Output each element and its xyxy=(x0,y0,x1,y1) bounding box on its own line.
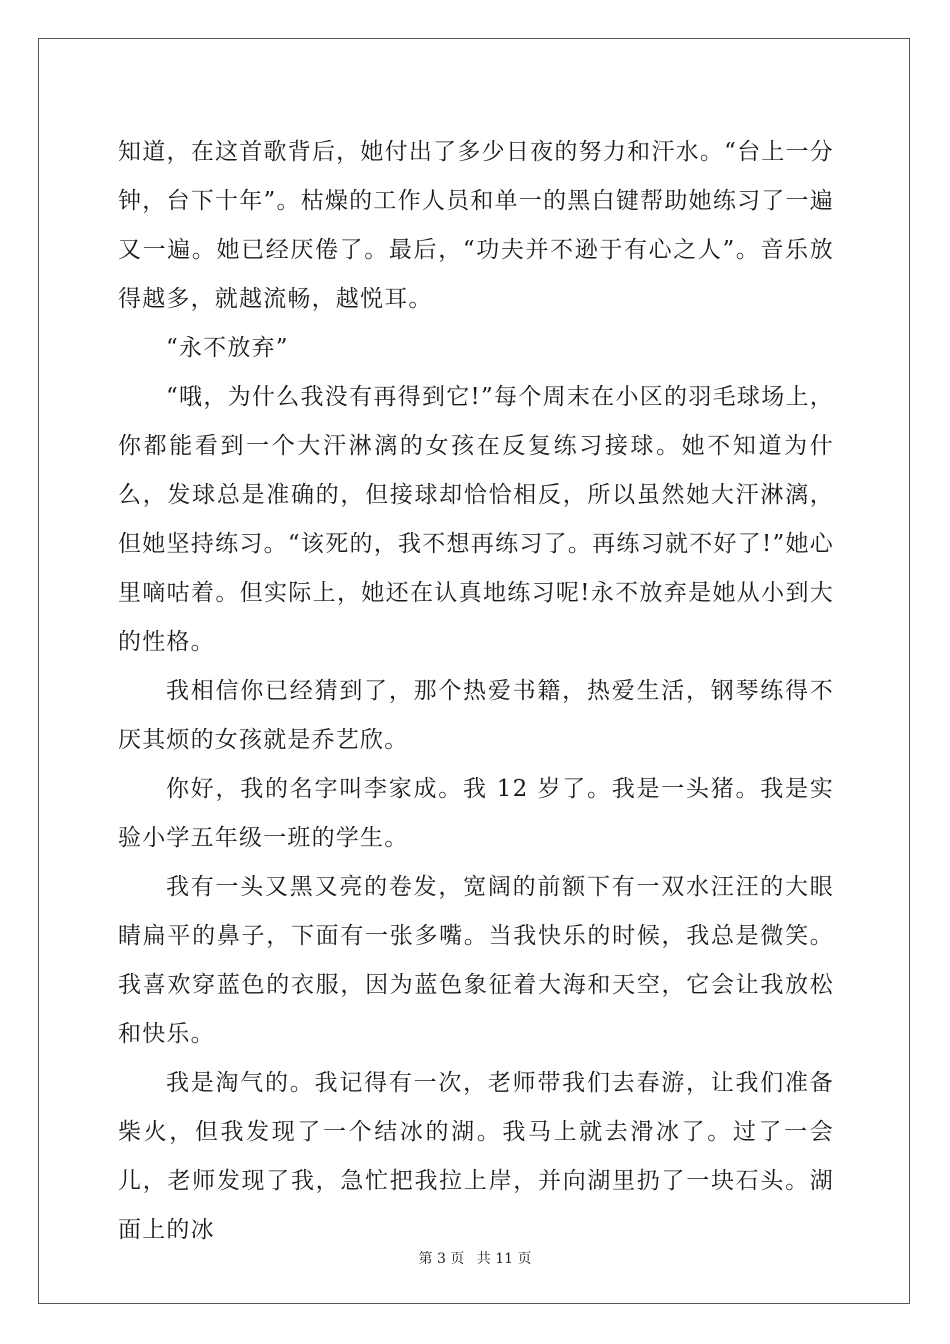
paragraph: “永不放弃” xyxy=(166,335,289,361)
paragraph: 你好，我的名字叫李家成。我 12 岁了。我是一头猪。我是实验小学五年级一班的学生。 xyxy=(118,776,834,851)
paragraph: “哦，为什么我没有再得到它!”每个周末在小区的羽毛球场上，你都能看到一个大汗淋漓的女孩在反复练习接球。她不知道为什么，发球总是准确的，但接球却恰恰相反，所以虽然她大汗淋漓，但她坚持练习。“该死的，我不想再练习了。再练习就不好了!”她心里嘀咕着。但实际上，她还在认真地练习呢!永不放弃是她从小到大的性格。 xyxy=(118,384,834,655)
paragraph: 知道，在这首歌背后，她付出了多少日夜的努力和汗水。“台上一分钟，台下十年”。枯燥的工作人员和单一的黑白键帮助她练习了一遍又一遍。她已经厌倦了。最后，“功夫并不逊于有心之人”。音乐放得越多，就越流畅，越悦耳。 xyxy=(118,139,834,312)
paragraph: 我有一头又黑又亮的卷发，宽阔的前额下有一双水汪汪的大眼睛扁平的鼻子，下面有一张多嘴。当我快乐的时候，我总是微笑。我喜欢穿蓝色的衣服，因为蓝色象征着大海和天空，它会让我放松和快乐。 xyxy=(118,874,834,1047)
page-footer xyxy=(0,1248,950,1268)
page-number: 第 3 页 xyxy=(418,1251,465,1267)
page-total: 共 11 页 xyxy=(476,1251,532,1267)
document-body xyxy=(118,128,834,1255)
paragraph: 我相信你已经猜到了，那个热爱书籍，热爱生活，钢琴练得不厌其烦的女孩就是乔艺欣。 xyxy=(118,678,834,753)
paragraph: 我是淘气的。我记得有一次，老师带我们去春游，让我们准备柴火，但我发现了一个结冰的湖。我马上就去滑冰了。过了一会儿，老师发现了我，急忙把我拉上岸，并向湖里扔了一块石头。湖面上的冰 xyxy=(118,1070,834,1243)
